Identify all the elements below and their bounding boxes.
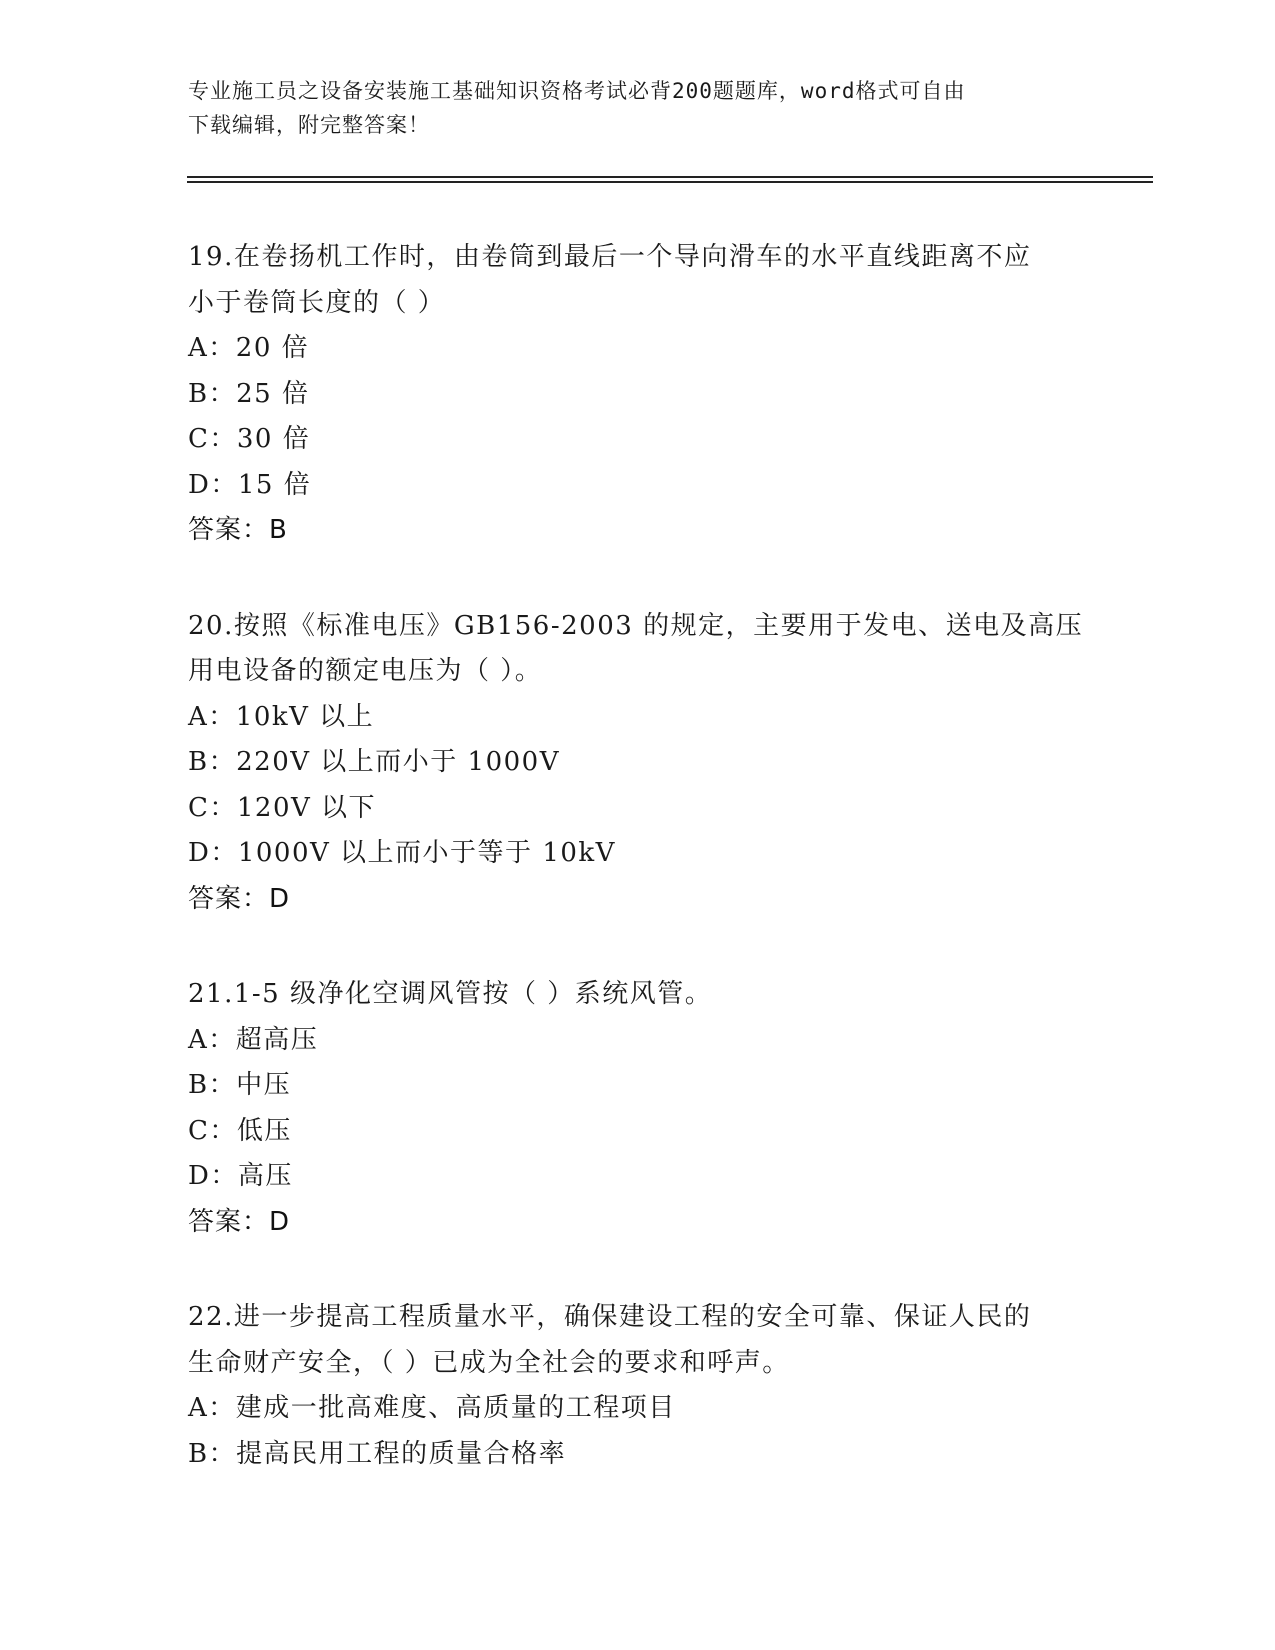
header-line-1: 专业施工员之设备安装施工基础知识资格考试必背200题题库，word格式可自由 [188,79,966,103]
document-header [188,74,1088,142]
header-line-2: 下载编辑，附完整答案！ [188,113,430,137]
question-stem: 20.按照《标准电压》GB156-2003 的规定，主要用于发电、送电及高压 [188,610,1084,641]
header-divider-top [187,176,1153,178]
question-stem: 生命财产安全，（ ）已成为全社会的要求和呼声。 [188,1347,790,1378]
option-d: D：15 倍 [188,469,312,500]
option-b: B：25 倍 [188,378,310,409]
option-d: D：1000V 以上而小于等于 10kV [188,838,616,868]
question-stem: 22.进一步提高工程质量水平，确保建设工程的安全可靠、保证人民的 [188,1302,1032,1332]
question-stem: 19.在卷扬机工作时，由卷筒到最后一个导向滑车的水平直线距离不应 [188,242,1032,272]
question-19 [188,235,1088,554]
option-b: B：提高民用工程的质量合格率 [188,1438,567,1469]
option-c: C：30 倍 [188,424,311,454]
option-a: A：20 倍 [188,333,310,363]
question-stem: 用电设备的额定电压为（ ）。 [188,656,543,686]
answer-line: 答案：D [188,1206,291,1237]
question-22 [188,1295,1088,1477]
question-list [188,235,1088,1527]
option-d: D：高压 [188,1161,293,1191]
question-stem: 小于卷筒长度的（ ） [188,287,446,318]
option-c: C：120V 以下 [188,792,377,823]
question-stem: 21.1-5 级净化空调风管按（ ）系统风管。 [188,979,713,1009]
option-a: A：超高压 [188,1024,319,1055]
option-b: B：中压 [188,1070,292,1100]
option-c: C：低压 [188,1115,292,1146]
option-a: A：建成一批高难度、高质量的工程项目 [188,1393,676,1423]
option-b: B：220V 以上而小于 1000V [188,747,560,777]
answer-line: 答案：D [188,883,291,914]
question-20 [188,604,1088,923]
answer-line: 答案：B [188,515,288,545]
option-a: A：10kV 以上 [188,701,375,732]
question-21 [188,972,1088,1245]
header-divider-bottom [187,181,1153,183]
